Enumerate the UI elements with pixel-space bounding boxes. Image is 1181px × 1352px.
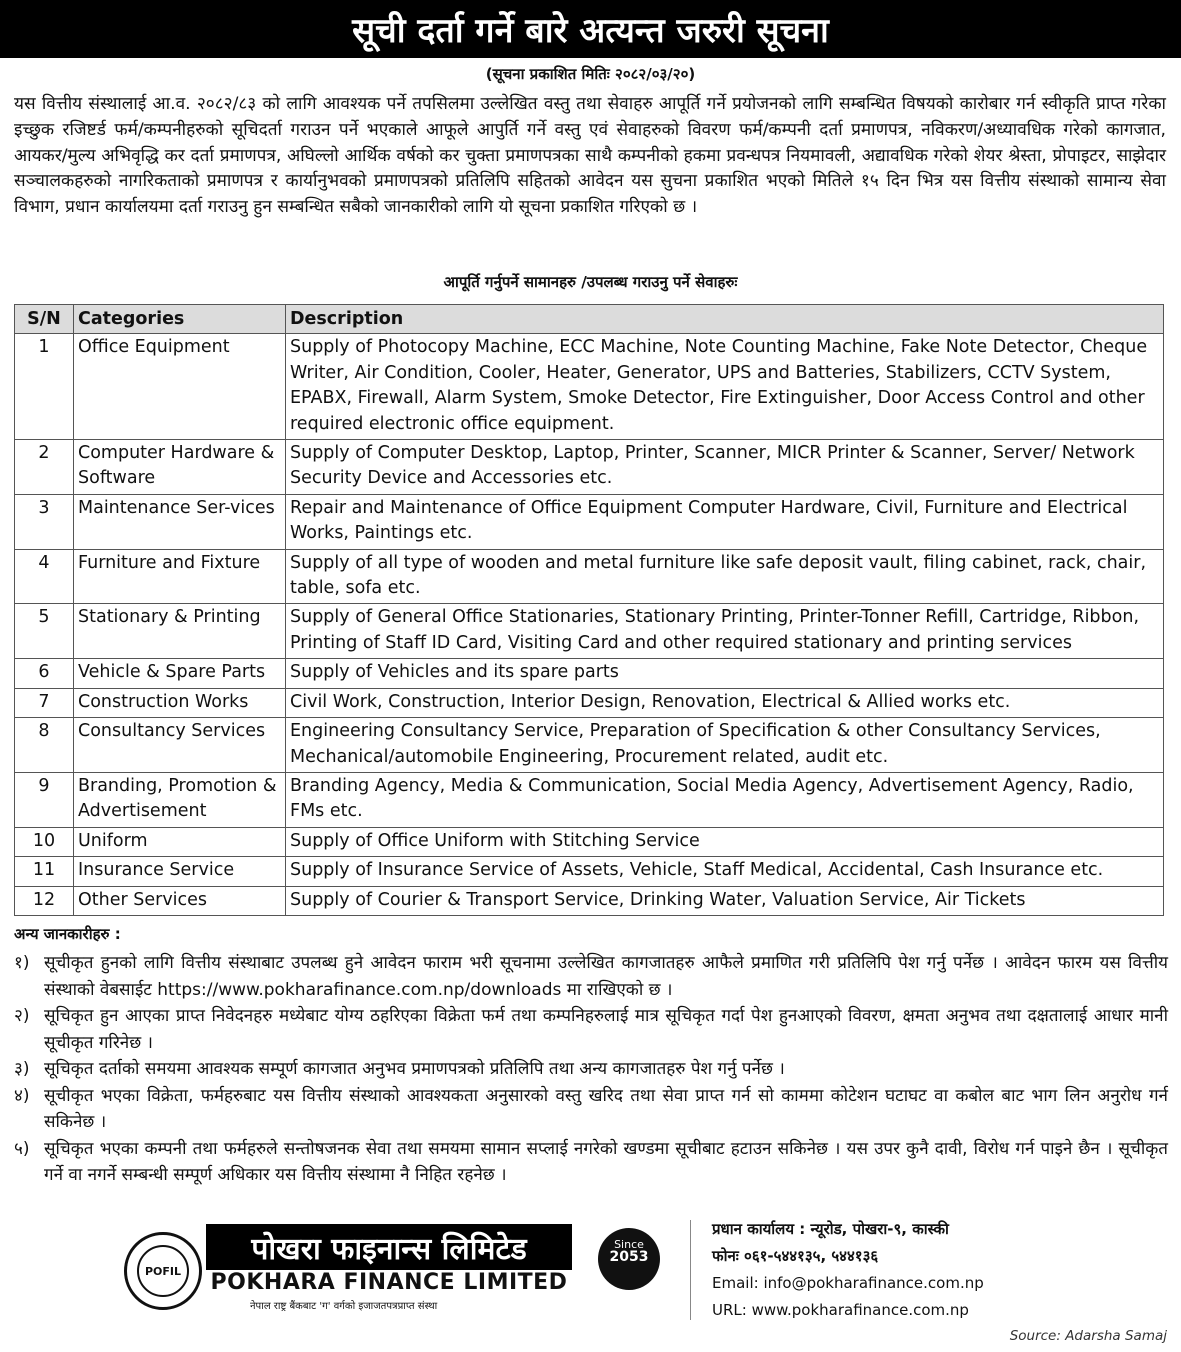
row-sn: 9 xyxy=(15,772,74,827)
notice-title-bar xyxy=(0,0,1181,58)
note-number: १) xyxy=(14,953,30,973)
table-subheading: आपूर्ति गर्नुपर्ने सामानहरु /उपलब्ध गराउनु पर्ने सेवाहरुः xyxy=(443,273,738,291)
table-row xyxy=(15,886,1164,915)
list-item xyxy=(14,1003,1168,1056)
row-category: Uniform xyxy=(74,827,286,856)
note-number: ५) xyxy=(14,1138,30,1159)
table-header-row xyxy=(15,305,1164,334)
notice-title: सूची दर्ता गर्ने बारे अत्यन्त जरुरी सूचना xyxy=(352,11,829,51)
row-category: Office Equipment xyxy=(74,334,286,440)
table-row xyxy=(15,494,1164,549)
row-description: Supply of Courier & Transport Service, Drinking Water, Valuation Service, Air Tickets xyxy=(286,886,1164,915)
note-text: सूचिकृत दर्ताको समयमा आवश्यक सम्पूर्ण कागजात अनुभव प्रमाणपत्रको प्रतिलिपि तथा अन्य कागजातहरु पेश गर्नु पर्नेछ । xyxy=(44,1059,785,1079)
row-sn: 2 xyxy=(15,440,74,495)
row-sn: 12 xyxy=(15,886,74,915)
row-sn: 1 xyxy=(15,334,74,440)
note-text: सूचीकृत हुनको लागि वित्तीय संस्थाबाट उपलब्ध हुने आवेदन फाराम भरी सूचनामा उल्लेखित कागजातहरु आफैले प्रमाणित गरी प्रतिलिपि पेश गर्नु पर्नेछ । आवेदन फारम यस वित्तीय संस्थाको वेबसाईट https://www.pokharafinance.com.np/downloads मा राखिएको छ । xyxy=(44,953,1168,1000)
list-item xyxy=(14,1136,1168,1189)
row-description: Supply of all type of wooden and metal furniture like safe deposit vault, filing cabinet, rack, chair, table, sofa etc. xyxy=(286,549,1164,604)
row-category: Stationary & Printing xyxy=(74,604,286,659)
since-year: 2053 xyxy=(609,1249,649,1265)
note-text: सूचीकृत भएका विक्रेता, फर्महरुबाट यस वित्तीय संस्थाको आवश्यकता अनुसारको वस्तु खरिद तथा सेवा प्राप्त गर्न सो काममा कोटेशन घटाघट वा कबोल बाट भाग लिन अनुरोध गर्न सकिनेछ । xyxy=(44,1085,1168,1132)
company-tagline: नेपाल राष्ट्र बैंकबाट 'ग' वर्गको इजाजतपत्रप्राप्त संस्था xyxy=(250,1301,438,1312)
row-sn: 10 xyxy=(15,827,74,856)
row-description: Supply of Office Uniform with Stitching Service xyxy=(286,827,1164,856)
row-sn: 11 xyxy=(15,857,74,886)
row-description: Civil Work, Construction, Interior Design, Renovation, Electrical & Allied works etc. xyxy=(286,688,1164,717)
note-number: ४) xyxy=(14,1085,30,1106)
list-item xyxy=(14,1056,1168,1083)
note-number: ३) xyxy=(14,1059,30,1079)
row-category: Other Services xyxy=(74,886,286,915)
row-category: Vehicle & Spare Parts xyxy=(74,659,286,688)
items-table xyxy=(14,304,1164,916)
table-row xyxy=(15,688,1164,717)
list-item xyxy=(14,1083,1168,1136)
row-category: Branding, Promotion & Advertisement xyxy=(74,772,286,827)
row-sn: 7 xyxy=(15,688,74,717)
table-row xyxy=(15,549,1164,604)
footer xyxy=(0,1214,1181,1324)
row-sn: 3 xyxy=(15,494,74,549)
footer-divider xyxy=(690,1220,691,1320)
row-category: Construction Works xyxy=(74,688,286,717)
row-category: Consultancy Services xyxy=(74,718,286,773)
company-name-english: POKHARA FINANCE LIMITED xyxy=(210,1270,568,1295)
contact-block xyxy=(712,1216,984,1324)
row-category: Computer Hardware & Software xyxy=(74,440,286,495)
table-row xyxy=(15,659,1164,688)
publication-date: (सूचना प्रकाशित मितिः २०८२/०३/२०) xyxy=(485,65,696,83)
header-sn: S/N xyxy=(15,305,74,334)
website-url: URL: www.pokharafinance.com.np xyxy=(712,1301,969,1319)
row-description: Supply of Computer Desktop, Laptop, Printer, Scanner, MICR Printer & Scanner, Server/ Network Security Device and Accessories etc. xyxy=(286,440,1164,495)
row-description: Supply of General Office Stationaries, Stationary Printing, Printer-Tonner Refill, Cartridge, Ribbon, Printing of Staff ID Card, Visiting Card and other required stationary and printing services xyxy=(286,604,1164,659)
table-row xyxy=(15,772,1164,827)
since-label: Since xyxy=(614,1238,644,1251)
table-row xyxy=(15,857,1164,886)
table-row xyxy=(15,827,1164,856)
row-description: Supply of Insurance Service of Assets, Vehicle, Staff Medical, Accidental, Cash Insurance etc. xyxy=(286,857,1164,886)
row-sn: 8 xyxy=(15,718,74,773)
company-name-nepali: पोखरा फाइनान्स लिमिटेड xyxy=(206,1224,572,1270)
row-sn: 4 xyxy=(15,549,74,604)
table-row xyxy=(15,440,1164,495)
note-number: २) xyxy=(14,1006,30,1026)
header-category: Categories xyxy=(74,305,286,334)
row-description: Branding Agency, Media & Communication, Social Media Agency, Advertisement Agency, Radio, FMs etc. xyxy=(286,772,1164,827)
table-row xyxy=(15,718,1164,773)
head-office: प्रधान कार्यालय : न्यूरोड, पोखरा-९, कास्की xyxy=(712,1220,949,1238)
list-item xyxy=(14,950,1168,1003)
source-credit: Source: Adarsha Samaj xyxy=(1009,1328,1167,1344)
note-text: सूचिकृत हुन आएका प्राप्त निवेदनहरु मध्येबाट योग्य ठहरिएका विक्रेता फर्म तथा कम्पनिहरुलाई मात्र सूचिकृत गर्दा पेश हुनआएको विवरण, क्षमता अनुभव तथा दक्षतालाई आधार मानी सूचीकृत गरिनेछ । xyxy=(44,1006,1168,1053)
row-sn: 5 xyxy=(15,604,74,659)
header-description: Description xyxy=(286,305,1164,334)
table-row xyxy=(15,604,1164,659)
row-sn: 6 xyxy=(15,659,74,688)
seal-label: POFIL xyxy=(137,1245,189,1297)
email-address: Email: info@pokharafinance.com.np xyxy=(712,1274,984,1292)
row-category: Maintenance Ser-vices xyxy=(74,494,286,549)
intro-paragraph: यस वित्तीय संस्थालाई आ.व. २०८२/८३ को लागि आवश्यक पर्ने तपसिलमा उल्लेखित वस्तु तथा सेवाहरु आपूर्ति गर्ने प्रयोजनको लागि सम्बन्धित विषयको कारोबार गर्न स्वीकृति प्राप्त गरेका इच्छुक रजिष्टर्ड फर्म/कम्पनीहरुको सूचिदर्ता गराउन पर्ने भएकाले आफूले आपुर्ति गर्ने वस्तु एवं सेवाहरुको विवरण फर्म/कम्पनी दर्ता प्रमाणपत्र, नविकरण/अध्यावधिक गरेको कागजात, आयकर/मुल्य अभिवृद्धि कर दर्ता प्रमाणपत्र, अघिल्लो आर्थिक वर्षको कर चुक्ता प्रमाणपत्रका साथै कम्पनीको हकमा प्रवन्धपत्र नियमावली, अद्यावधिक गरेको शेयर श्रेस्ता, प्रोपाइटर, साझेदार सञ्चालकहरुको नागरिकताको प्रमाणपत्र र कार्यानुभवको प्रमाणपत्रको प्रतिलिपि सहितको आवेदन यस सुचना प्रकाशित भएको मितिले १५ दिन भित्र यस वित्तीय संस्थाको सामान्य सेवा विभाग, प्रधान कार्यालयमा दर्ता गराउनु हुन सम्बन्धित सबैको जानकारीको लागि यो सूचना प्रकाशित गरिएको छ । xyxy=(14,94,1166,218)
row-description: Engineering Consultancy Service, Preparation of Specification & other Consultancy Services, Mechanical/automobile Engineering, Procurement related, audit etc. xyxy=(286,718,1164,773)
table-row xyxy=(15,334,1164,440)
row-description: Supply of Vehicles and its spare parts xyxy=(286,659,1164,688)
since-badge xyxy=(598,1228,660,1290)
row-description: Repair and Maintenance of Office Equipment Computer Hardware, Civil, Furniture and Electrical Works, Paintings etc. xyxy=(286,494,1164,549)
note-text: सूचिकृत भएका कम्पनी तथा फर्महरुले सन्तोषजनक सेवा तथा समयमा सामान सप्लाई नगरेको खण्डमा सूचीबाट हटाउन सकिनेछ । यस उपर कुनै दावी, विरोध गर्न पाइने छैन । सूचीकृत गर्ने वा नगर्ने सम्बन्धी सम्पूर्ण अधिकार यस वित्तीय संस्थामा नै निहित रहनेछ । xyxy=(44,1138,1168,1185)
row-category: Insurance Service xyxy=(74,857,286,886)
phone-numbers: फोनः ०६१-५४४१३५, ५४४१३६ xyxy=(712,1247,879,1265)
row-description: Supply of Photocopy Machine, ECC Machine, Note Counting Machine, Fake Note Detector, Cheque Writer, Air Condition, Cooler, Heater, Generator, UPS and Batteries, Stabilizers, CCTV System, EPABX, Firewall, Alarm System, Smoke Detector, Fire Extinguisher, Door Access Control and other required electronic office equipment. xyxy=(286,334,1164,440)
company-seal-icon xyxy=(124,1232,202,1310)
row-category: Furniture and Fixture xyxy=(74,549,286,604)
other-info-title: अन्य जानकारीहरु : xyxy=(14,925,121,943)
other-info-list xyxy=(14,950,1168,1189)
